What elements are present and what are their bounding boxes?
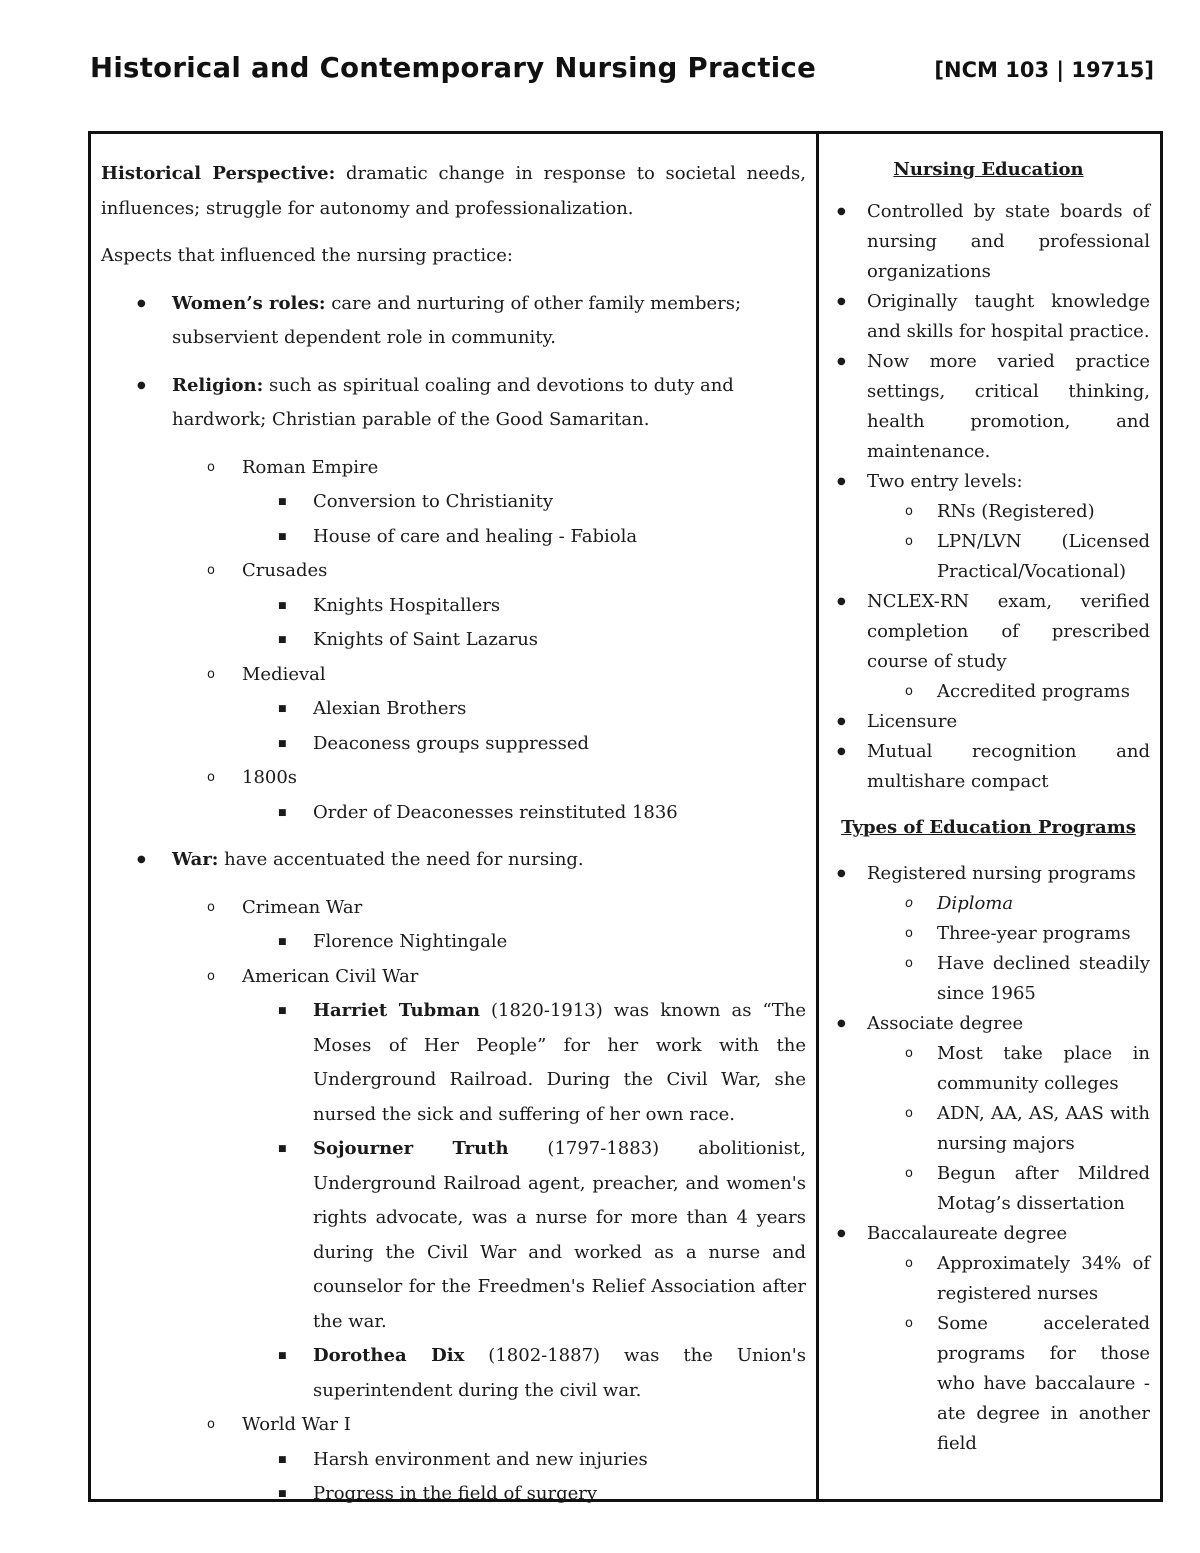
list-item: ● Now more varied practice settings, critical thinking, health promotion, and maintenance. — [827, 347, 1150, 467]
list-item: ● NCLEX-RN exam, verified completion of prescribed course of study — [827, 587, 1150, 677]
list-item: o Accredited programs — [827, 677, 1150, 707]
section-heading: Nursing Education — [893, 159, 1084, 180]
crimean-sublist — [101, 925, 806, 960]
types-list-3 — [827, 1219, 1150, 1249]
rn-programs-sublist — [827, 889, 1150, 1009]
list-item: ■ Alexian Brothers — [101, 692, 806, 727]
list-item: ● Two entry levels: — [827, 467, 1150, 497]
person-text: (1797-1883) abolitionist, Underground Railroad agent, preacher, and women's rights advocate, was a nurse for more than 4 years during the Civil War and worked as a nurse and counselor for the Freedmen's Relief Association after the war. — [313, 1138, 806, 1332]
person-name: Harriet Tubman — [313, 1000, 481, 1021]
aspect-text: such as spiritual coaling and devotions to duty and hardwork; Christian parable of the Good Samaritan. — [172, 374, 734, 430]
list-item: o RNs (Registered) — [827, 497, 1150, 527]
war-sublist-3 — [101, 1408, 806, 1443]
list-item: o American Civil War — [101, 960, 806, 995]
roman-sublist — [101, 485, 806, 554]
types-list-2 — [827, 1009, 1150, 1039]
list-item — [101, 1132, 806, 1339]
list-item — [101, 1339, 806, 1408]
y1800s-sublist — [101, 796, 806, 831]
religion-sublist — [101, 451, 806, 486]
history-column — [91, 134, 819, 1504]
aspect-label: Women’s roles: — [172, 292, 326, 314]
war-sublist — [101, 891, 806, 926]
list-item: ■ House of care and healing - Fabiola — [101, 520, 806, 555]
aspects-intro: Aspects that influenced the nursing practice: — [101, 245, 513, 266]
list-item: o Begun after Mildred Motag’s dissertation — [827, 1159, 1150, 1219]
person-name: Dorothea Dix — [313, 1345, 465, 1366]
education-list-2 — [827, 587, 1150, 677]
list-item — [101, 994, 806, 1132]
religion-sublist-2 — [101, 554, 806, 589]
crusades-sublist — [101, 589, 806, 658]
baccalaureate-sublist — [827, 1249, 1150, 1459]
religion-sublist-3 — [101, 658, 806, 693]
aspect-label: Religion: — [172, 374, 264, 396]
list-item: ■ Order of Deaconesses reinstituted 1836 — [101, 796, 806, 831]
aspects-list — [101, 287, 806, 438]
list-item: ■ Harsh environment and new injuries — [101, 1443, 806, 1478]
religion-sublist-4 — [101, 761, 806, 796]
education-heading-wrap — [827, 155, 1150, 185]
content-table — [88, 131, 1163, 1502]
education-list-3 — [827, 707, 1150, 797]
historical-perspective-label: Historical Perspective: — [101, 163, 336, 184]
list-item: ■ Conversion to Christianity — [101, 485, 806, 520]
list-item: o ADN, AA, AS, AAS with nursing majors — [827, 1099, 1150, 1159]
medieval-sublist — [101, 692, 806, 761]
types-heading-wrap — [827, 813, 1150, 843]
list-item: ■ Knights of Saint Lazarus — [101, 623, 806, 658]
entry-levels-list — [827, 497, 1150, 587]
list-item: o World War I — [101, 1408, 806, 1443]
aspect-label: War: — [172, 849, 219, 870]
list-item: ● Baccalaureate degree — [827, 1219, 1150, 1249]
page-title: Historical and Contemporary Nursing Practice — [90, 52, 817, 84]
list-item: o Crimean War — [101, 891, 806, 926]
aspects-list-2 — [101, 843, 806, 878]
aspect-war — [101, 843, 806, 878]
list-item: o Medieval — [101, 658, 806, 693]
list-item: o Crusades — [101, 554, 806, 589]
education-list — [827, 197, 1150, 497]
list-item: o LPN/LVN (Licensed Practical/Vocational) — [827, 527, 1150, 587]
associate-sublist — [827, 1039, 1150, 1219]
list-item: ■ Progress in the field of surgery — [101, 1477, 806, 1512]
section-heading: Types of Education Programs — [841, 817, 1136, 838]
list-item: ■ Deaconess groups suppressed — [101, 727, 806, 762]
aspect-text: have accentuated the need for nursing. — [218, 849, 584, 870]
list-item: ● Associate degree — [827, 1009, 1150, 1039]
list-item: ● Originally taught knowledge and skills for hospital practice. — [827, 287, 1150, 347]
list-item: ■ Florence Nightingale — [101, 925, 806, 960]
ww1-sublist — [101, 1443, 806, 1512]
person-text: (1802-1887) was the Union's superintendent during the civil war. — [313, 1345, 806, 1401]
aspect-text: care and nurturing of other family members; subservient dependent role in community. — [172, 292, 742, 348]
aspect-religion — [101, 369, 806, 438]
historical-perspective — [101, 157, 806, 226]
list-item: o Have declined steadily since 1965 — [827, 949, 1150, 1009]
nclex-sublist — [827, 677, 1150, 707]
list-item: o Most take place in community colleges — [827, 1039, 1150, 1099]
historical-perspective-text: dramatic change in response to societal needs, influences; struggle for autonomy and professionalization. — [101, 163, 806, 219]
list-item: ● Licensure — [827, 707, 1150, 737]
list-item: o 1800s — [101, 761, 806, 796]
war-sublist-2 — [101, 960, 806, 995]
list-item: ● Controlled by state boards of nursing and professional organizations — [827, 197, 1150, 287]
aspect-women — [101, 287, 806, 356]
list-item: o Approximately 34% of registered nurses — [827, 1249, 1150, 1309]
list-item: o Roman Empire — [101, 451, 806, 486]
list-item: ● Registered nursing programs — [827, 859, 1150, 889]
list-item: ■ Knights Hospitallers — [101, 589, 806, 624]
person-text: (1820-1913) was known as “The Moses of Her People” for her work with the Underground Railroad. During the Civil War, she nursed the sick and suffering of her own race. — [313, 1000, 806, 1125]
list-item: o Some accelerated programs for those who have baccalaure -ate degree in another field — [827, 1309, 1150, 1459]
person-name: Sojourner Truth — [313, 1138, 509, 1159]
types-list — [827, 859, 1150, 889]
course-code: [NCM 103 | 19715] — [934, 58, 1154, 82]
civil-war-sublist — [101, 994, 806, 1408]
list-item: ● Mutual recognition and multishare compact — [827, 737, 1150, 797]
education-column — [819, 134, 1160, 1499]
list-item: o Diploma — [827, 889, 1150, 919]
list-item: o Three-year programs — [827, 919, 1150, 949]
